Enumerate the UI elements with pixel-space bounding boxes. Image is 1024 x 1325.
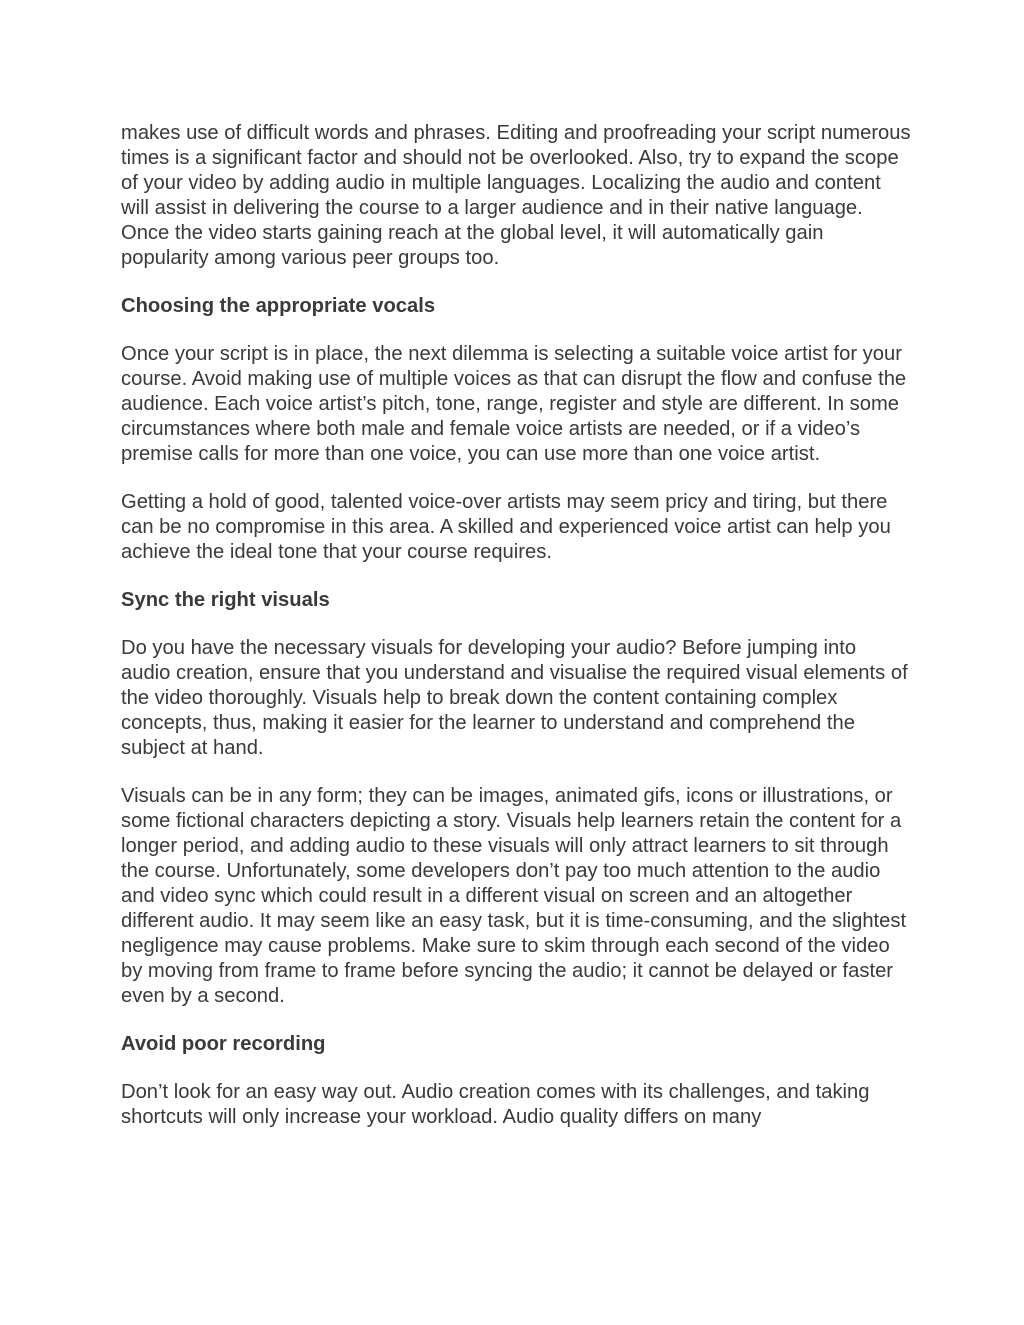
heading-sync-visuals: Sync the right visuals	[121, 589, 330, 611]
heading-avoid-poor-recording: Avoid poor recording	[121, 1033, 326, 1055]
paragraph-visual-forms: Visuals can be in any form; they can be images, animated gifs, icons or illustrations, or some fictional characters depicting a story. Visuals help learners retain the content for a longer period, and adding audio to these visuals will only attract learners to sit through the course. Unfortunately, some developers don’t pay too much attention to the audio and video sync which could result in a different visual on screen and an altogether different audio. It may seem like an easy task, but it is time-consuming, and the slightest negligence may cause problems. Make sure to skim through each second of the video by moving from frame to frame before syncing the audio; it cannot be delayed or faster even by a second.	[121, 785, 907, 1007]
paragraph-voice-artist-selection: Once your script is in place, the next dilemma is selecting a suitable voice artist for your course. Avoid making use of multiple voices as that can disrupt the flow and confuse the audience. Each voice artist’s pitch, tone, range, register and style are different. In some circumstances where both male and female voice artists are needed, or if a video’s premise calls for more than one voice, you can use more than one voice artist.	[121, 343, 907, 465]
paragraph-necessary-visuals: Do you have the necessary visuals for developing your audio? Before jumping into audio creation, ensure that you understand and visualise the required visual elements of the video thoroughly. Visuals help to break down the content containing complex concepts, thus, making it easier for the learner to understand and comprehend the subject at hand.	[121, 637, 908, 759]
paragraph-talented-artists: Getting a hold of good, talented voice-over artists may seem pricy and tiring, but there can be no compromise in this area. A skilled and experienced voice artist can help you achieve the ideal tone that your course requires.	[121, 491, 891, 563]
paragraph-script-editing: makes use of difficult words and phrases. Editing and proofreading your script numerous times is a significant factor and should not be overlooked. Also, try to expand the scope of your video by adding audio in multiple languages. Localizing the audio and content will assist in delivering the course to a larger audience and in their native language. Once the video starts gaining reach at the global level, it will automatically gain popularity among various peer groups too.	[121, 122, 911, 269]
document-page	[121, 121, 911, 1153]
paragraph-easy-way-out: Don’t look for an easy way out. Audio creation comes with its challenges, and taking shortcuts will only increase your workload. Audio quality differs on many	[121, 1081, 870, 1128]
heading-choosing-vocals: Choosing the appropriate vocals	[121, 295, 436, 317]
